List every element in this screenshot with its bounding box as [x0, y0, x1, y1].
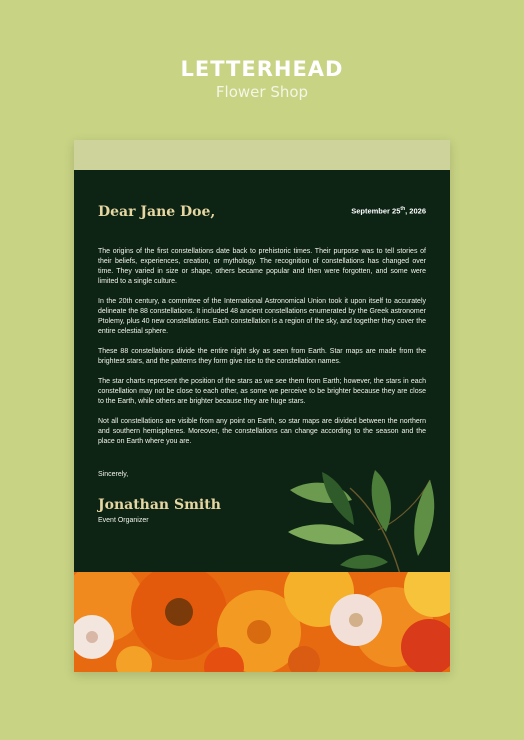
paragraph-3: These 88 constellations divide the entire night sky as seen from Earth. Star maps are made from the brightest stars, and the patterns they form give rise to the constellation names. — [98, 348, 426, 365]
signature-role: Event Organizer — [98, 517, 149, 524]
paragraph-5: Not all constellations are visible from any point on Earth, so star maps are divided between the northern and southern hemispheres. Moreover, the constellations can change according to the season and the place on Earth where you are. — [98, 418, 426, 445]
paragraph-1: The origins of the first constellations date back to prehistoric times. Their purpose was to tell stories of their beliefs, experiences, creation, or mythology. The recognition of constellations has changed over time. They varied in size or shape, others became popular and then were forgotten, and some were limited to a single culture. — [98, 248, 426, 285]
letterhead-paper — [74, 140, 450, 672]
top-band — [74, 140, 450, 170]
greeting: Dear Jane Doe, — [98, 204, 216, 220]
page-title: LETTERHEAD — [180, 57, 344, 81]
closing: Sincerely, — [98, 471, 129, 478]
leaf-branch-icon — [280, 470, 450, 575]
page-subtitle: Flower Shop — [215, 83, 309, 101]
letter-date — [351, 206, 426, 216]
signature-name: Jonathan Smith — [98, 497, 221, 513]
date-month-day: September 25 — [351, 206, 401, 216]
paragraph-2: In the 20th century, a committee of the International Astronomical Union took it upon itself to accurately delineate the 88 constellations. It included 48 ancient constellations enumerated by the Greek astronomer Ptolemy, plus 40 new constellations. Each constellation is a region of the sky, and together they cover the entire celestial sphere. — [98, 298, 426, 335]
date-ordinal: th — [400, 206, 406, 212]
paragraph-4: The star charts represent the position of the stars as we see them from Earth; however, the stars in each constellation may not be close to each other, as some we perceive to be brighter because they are close to the Earth, while others are brighter because they are huge stars. — [98, 378, 426, 405]
flower-border-icon — [74, 572, 450, 672]
date-year: , 2026 — [405, 206, 426, 216]
letter-body — [98, 247, 426, 457]
